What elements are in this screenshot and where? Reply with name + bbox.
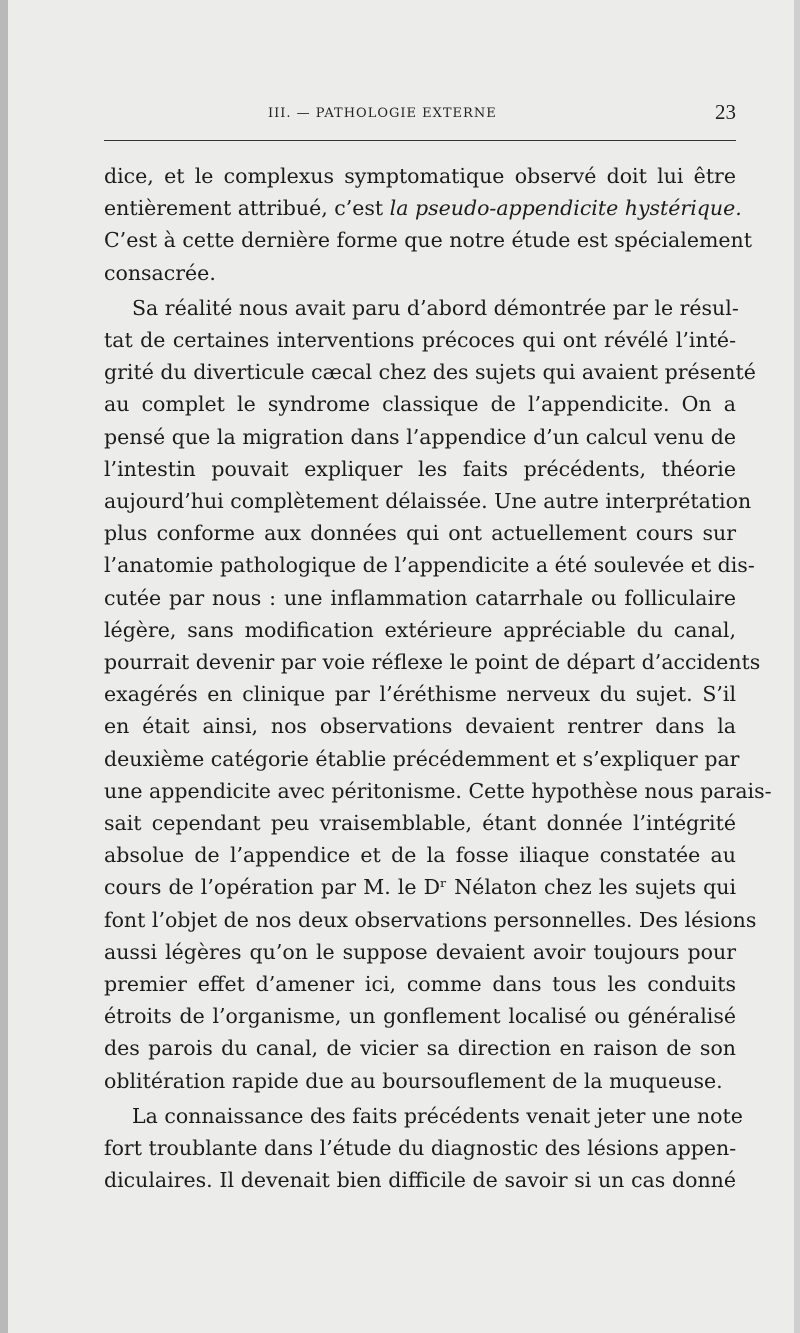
text-line: C’est à cette dernière forme que notre étude est spécialement <box>104 228 752 253</box>
text-line-start: entièrement attribué, c’est <box>104 196 390 221</box>
text-line: exagérés en clinique par l’éréthisme nerveux du sujet. S’il <box>104 682 736 707</box>
italic-phrase: la pseudo-appendicite hystérique. <box>389 196 742 221</box>
text-line: des parois du canal, de vicier sa direction en raison de son <box>104 1036 736 1061</box>
text-line: grité du diverticule cæcal chez des sujets qui avaient présenté <box>104 360 756 385</box>
text-line: étroits de l’organisme, un gonflement localisé ou généralisé <box>104 1004 736 1029</box>
text-line <box>104 192 742 224</box>
text-line: Sa réalité nous avait paru d’abord démontrée par le résul- <box>132 295 739 320</box>
text-line: l’anatomie pathologique de l’appendicite a été soulevée et dis- <box>104 553 755 578</box>
text-line: deuxième catégorie établie précédemment et s’expliquer par <box>104 746 740 771</box>
text-line: une appendicite avec péritonisme. Cette hypothèse nous parais- <box>104 778 772 803</box>
text-line: diculaires. Il devenait bien difficile de savoir si un cas donné <box>104 1168 736 1193</box>
page-right-edge <box>794 0 800 1333</box>
page-number: 23 <box>715 100 736 124</box>
text-line: dice, et le complexus symptomatique observé doit lui être <box>104 164 736 188</box>
text-line: cutée par nous : une inflammation catarrhale ou folliculaire <box>104 585 736 610</box>
text-line: La connaissance des faits précédents venait jeter une note <box>132 1103 743 1128</box>
text-line: cours de l’opération par M. le Dʳ Nélaton chez les sujets qui <box>104 875 736 900</box>
body-text <box>104 160 772 1197</box>
text-line: plus conforme aux données qui ont actuellement cours sur <box>104 521 736 546</box>
text-line: font l’objet de nos deux observations personnelles. Des lésions <box>104 907 757 932</box>
text-line: au complet le syndrome classique de l’appendicite. On a <box>104 392 736 417</box>
text-line: légère, sans modification extérieure appréciable du canal, <box>104 617 736 642</box>
text-line: premier effet d’amener ici, comme dans tous les conduits <box>104 972 736 997</box>
text-line: aussi légères qu’on le suppose devaient avoir toujours pour <box>104 939 736 964</box>
text-line: l’intestin pouvait expliquer les faits précédents, théorie <box>104 456 736 481</box>
text-line: tat de certaines interventions précoces qui ont révélé l’inté- <box>104 328 736 353</box>
text-line: fort troublante dans l’étude du diagnostic des lésions appen- <box>104 1136 737 1161</box>
page-left-edge <box>0 0 8 1333</box>
text-line: pensé que la migration dans l’appendice d’un calcul venu de <box>104 424 736 449</box>
text-line: absolue de l’appendice et de la fosse iliaque constatée au <box>104 843 736 868</box>
running-head <box>96 100 736 130</box>
text-line: pourrait devenir par voie réflexe le point de départ d’accidents <box>104 650 761 675</box>
text-line: consacrée. <box>104 260 216 285</box>
text-line: en était ainsi, nos observations devaient rentrer dans la <box>104 714 736 739</box>
running-title: III. — PATHOLOGIE EXTERNE <box>268 106 497 121</box>
text-line: aujourd’hui complètement délaissée. Une autre interprétation <box>104 489 752 514</box>
text-line: sait cependant peu vraisemblable, étant donnée l’intégrité <box>104 811 736 836</box>
text-line: oblitération rapide due au boursouflement de la muqueuse. <box>104 1068 723 1093</box>
header-rule <box>104 140 736 141</box>
